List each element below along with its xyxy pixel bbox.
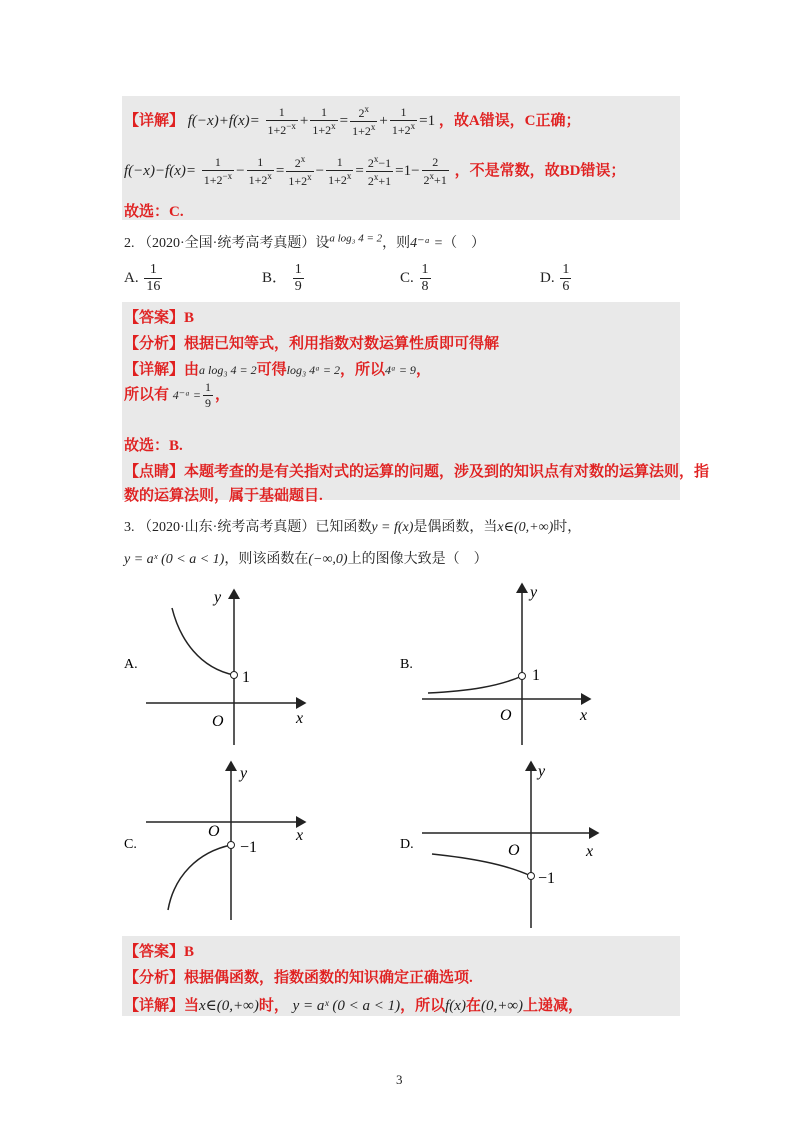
graph-c-open-point bbox=[228, 842, 235, 849]
graph-d bbox=[400, 762, 598, 928]
graph-b-open-point bbox=[519, 673, 526, 680]
q3-stem-2: y = aˣ (0 < a < 1)，则该函数在(−∞,0)上的图像大致是（ ） bbox=[124, 552, 488, 567]
q2-answer: 故选：B. bbox=[124, 438, 183, 454]
graph-a-curve bbox=[172, 608, 234, 675]
q2-answer-tag: 【答案】B bbox=[124, 310, 195, 326]
graph-a-x-label: x bbox=[296, 710, 304, 727]
graph-a-open-point bbox=[231, 672, 238, 679]
graph-d-y-label: y bbox=[538, 763, 546, 780]
q1-answer: 故选：C. bbox=[124, 204, 184, 220]
q2-comment-1: 【点睛】本题考查的是有关指对式的运算的问题，涉及到的知识点有对数的运算法则，指 bbox=[124, 464, 710, 480]
q3-analysis: 【分析】根据偶函数，指数函数的知识确定正确选项. bbox=[124, 970, 473, 986]
graph-b-letter: B. bbox=[400, 657, 413, 672]
q2-analysis: 【分析】根据已知等式，利用指数对数运算性质即可得解 bbox=[124, 336, 500, 352]
graph-d-mark: −1 bbox=[538, 870, 556, 887]
graph-b-y-label: y bbox=[530, 584, 538, 601]
q1-detail-line2: f(−x)−f(x)= $\frac{1}{1+2^{-x}}$ − $\frac{1}{1+2^x}$ = $\frac{2^x}{1+2^x}$ − $\frac{1}{1+2^x}$ = $\frac{2^x-1}{2^x+1}$ =1− $\frac{2}{2^x+1}$ ，不是常数，故BD错误； bbox=[124, 154, 626, 188]
graph-c-x-label: x bbox=[296, 827, 304, 844]
graph-a bbox=[124, 589, 305, 745]
q3-answer-tag: 【答案】B bbox=[124, 944, 195, 960]
graph-b-mark: 1 bbox=[532, 667, 540, 684]
graph-c bbox=[124, 762, 305, 920]
q1-detail-line1: 【详解】 f(−x)+f(x)= $\frac{1}{1+2^{-x}}$ + $\frac{1}{1+2^x}$ = $\frac{2^x}{1+2^x}$ + $\frac{1}{1+2^x}$ =1 ，故A错误，C正确； bbox=[124, 104, 581, 138]
q2-option-b: B． $\frac{1}{9}$ bbox=[262, 262, 302, 294]
q2-option-c: C. $\frac{1}{8}$ bbox=[400, 262, 429, 294]
graph-b bbox=[400, 584, 590, 745]
graph-c-origin: O bbox=[208, 823, 220, 840]
graph-d-open-point bbox=[528, 873, 535, 880]
q3-stem-1: 3. （2020·山东·统考高考真题）已知函数y = f(x)是偶函数，当x∈(0,+∞)时， bbox=[124, 520, 582, 535]
q2-option-d: D. $\frac{1}{6}$ bbox=[540, 262, 570, 294]
q2-comment-2: 数的运算法则，属于基础题目. bbox=[124, 488, 323, 504]
graph-d-origin: O bbox=[508, 842, 520, 859]
q2-option-a: A. $\frac{1}{16}$ bbox=[124, 262, 161, 294]
graph-d-x-label: x bbox=[586, 843, 594, 860]
q2-detail: 【详解】由a log₃ 4 = 2可得log₃ 4ᵃ = 2，所以4ᵃ = 9， bbox=[124, 362, 431, 378]
graph-d-letter: D. bbox=[400, 837, 414, 852]
graph-c-y-label: y bbox=[240, 765, 248, 782]
graph-b-curve bbox=[428, 676, 522, 693]
graph-b-x-label: x bbox=[580, 707, 588, 724]
graph-a-letter: A. bbox=[124, 657, 138, 672]
graph-a-y-label: y bbox=[214, 589, 222, 606]
graph-a-origin: O bbox=[212, 713, 224, 730]
graph-c-letter: C. bbox=[124, 837, 137, 852]
q2-result: 所以有 4⁻ᵃ = $\frac{1}{9}$ ， bbox=[124, 380, 230, 410]
page-number: 3 bbox=[396, 1072, 403, 1087]
graph-c-curve bbox=[168, 845, 231, 910]
graph-a-mark: 1 bbox=[242, 669, 250, 686]
graph-b-origin: O bbox=[500, 707, 512, 724]
q2-stem: 2. （2020·全国·统考高考真题）设$^{a log_3 4 = 2}$，则4⁻ᵃ =（ ） bbox=[124, 232, 486, 251]
q3-detail: 【详解】当x∈(0,+∞)时， y = aˣ (0 < a < 1)，所以f(x)在(0,+∞)上递减， bbox=[124, 998, 584, 1014]
graph-c-mark: −1 bbox=[240, 839, 258, 856]
